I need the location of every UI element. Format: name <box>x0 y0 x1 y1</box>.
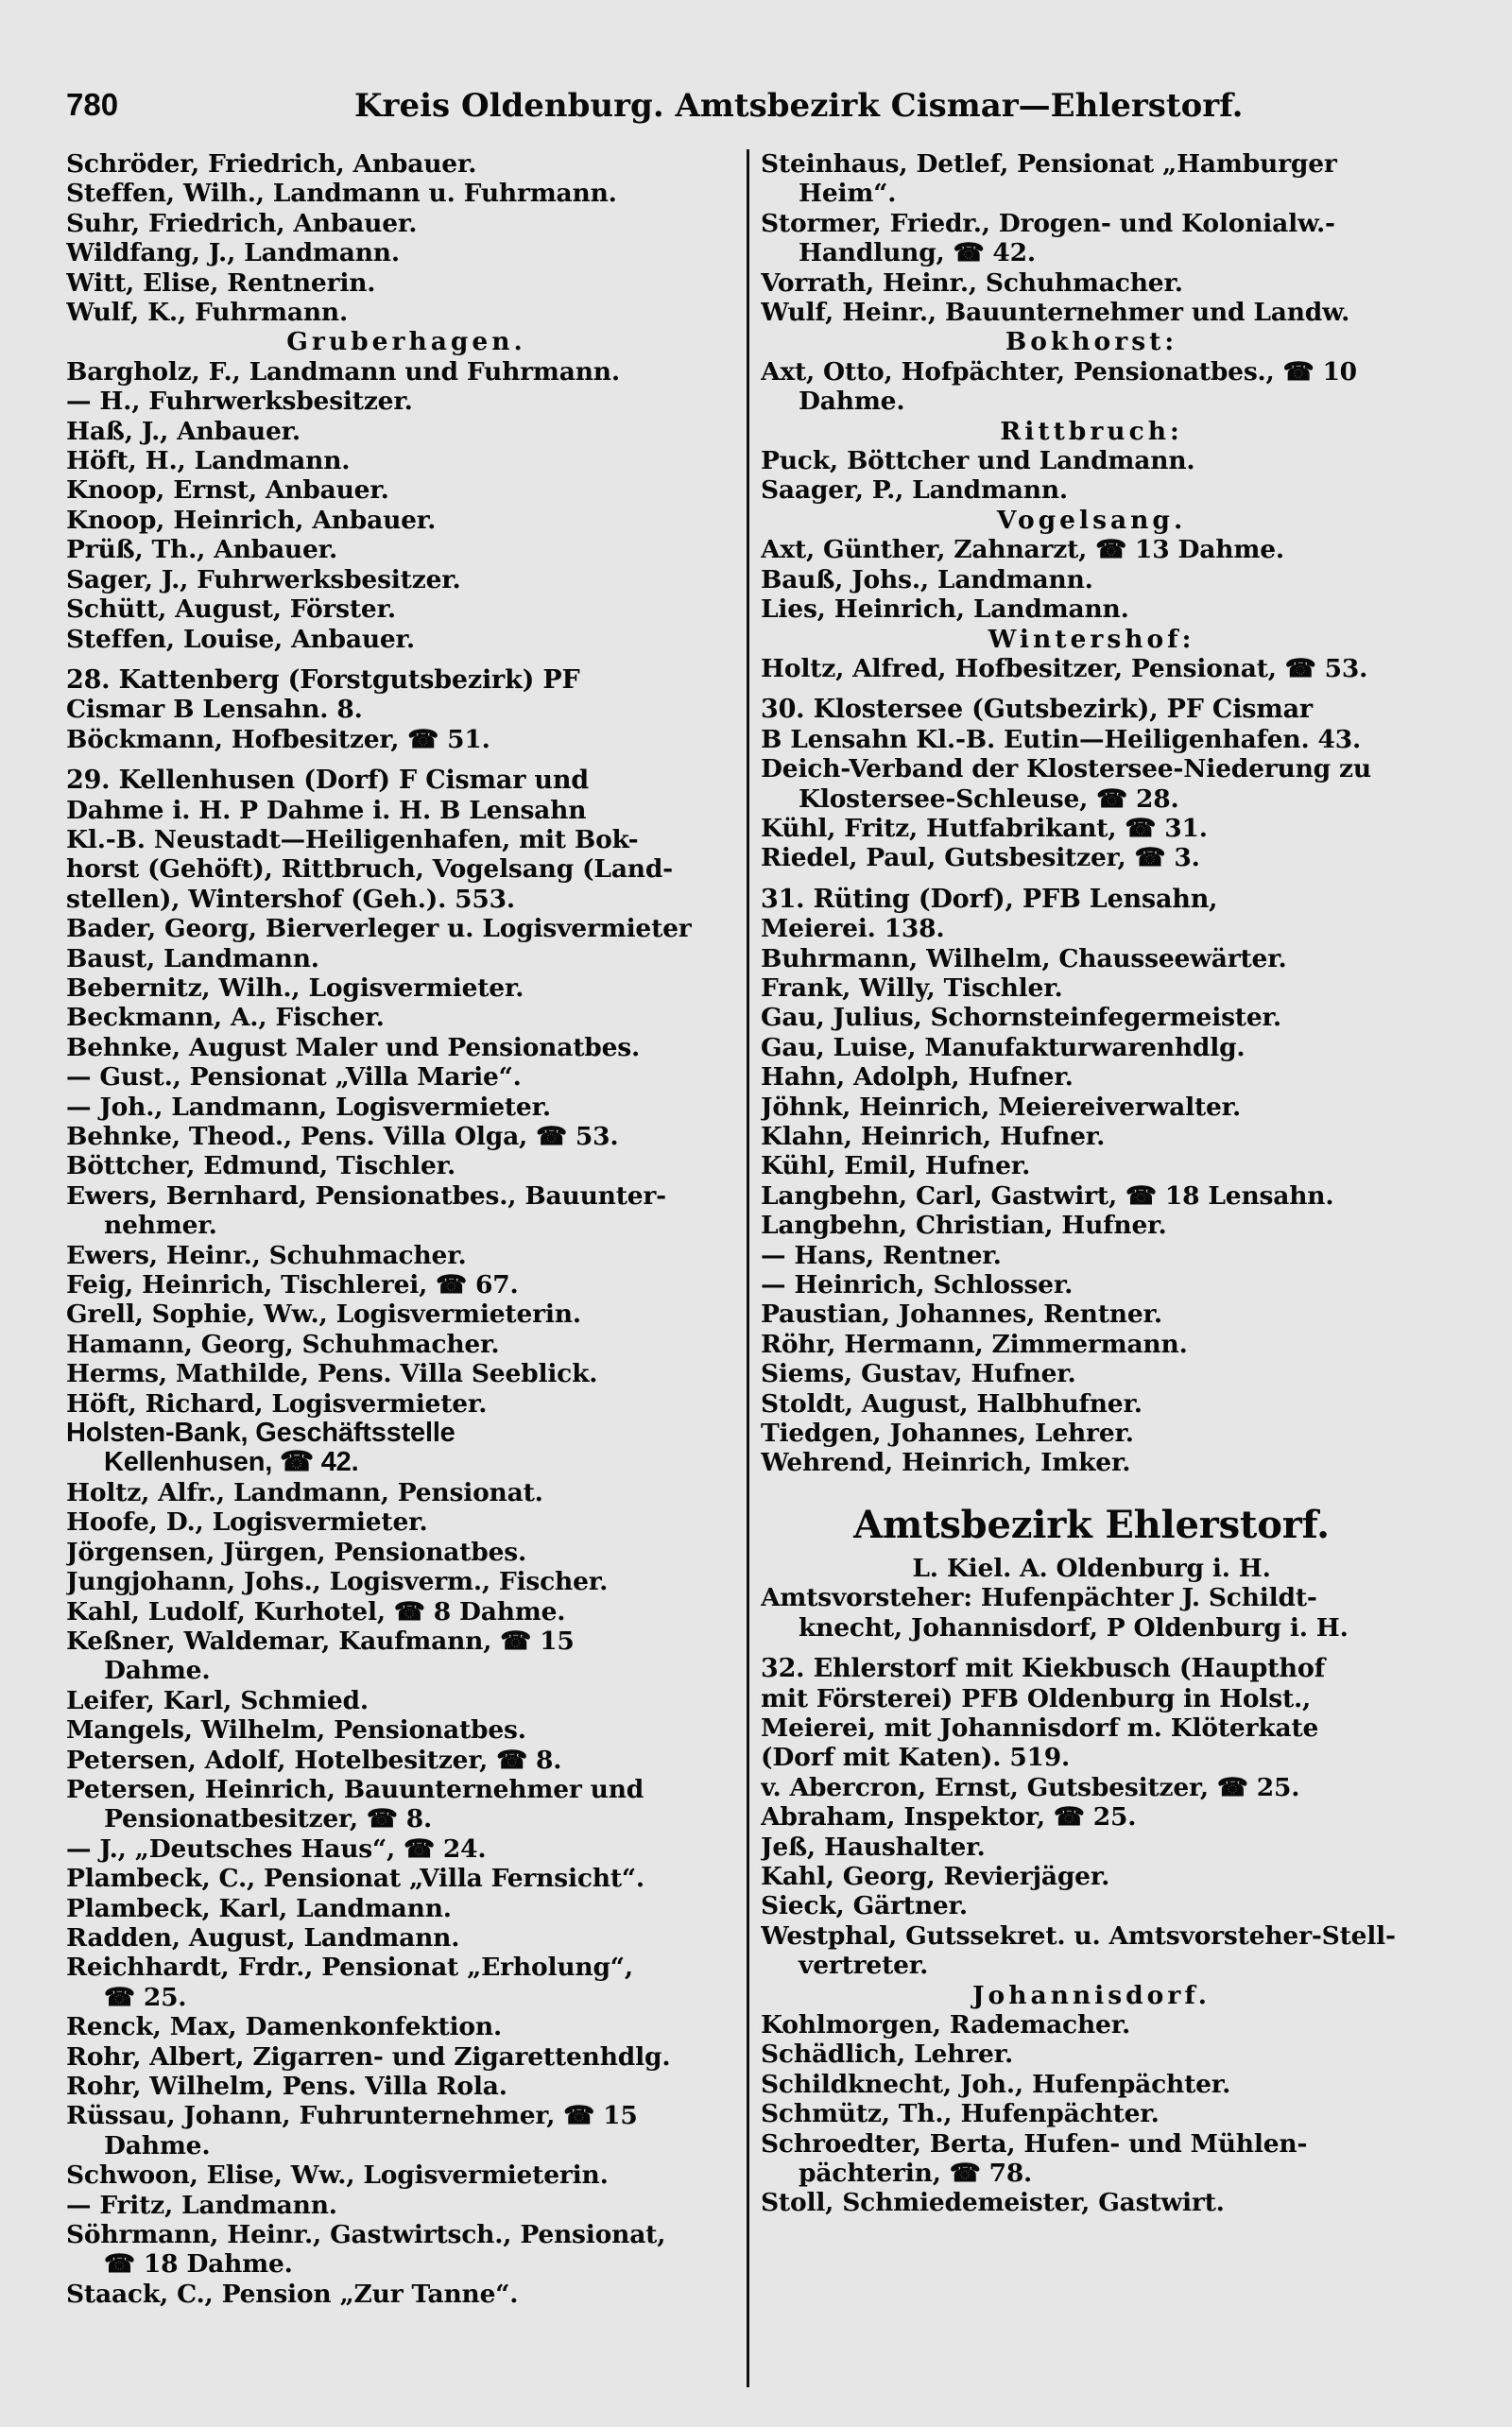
directory-entry: Stormer, Friedr., Drogen- und Kolonialw.- <box>761 208 1335 238</box>
directory-entry: Kühl, Emil, Hufner. <box>761 1151 1031 1181</box>
directory-entry: Jeß, Haushalter. <box>761 1832 986 1862</box>
directory-entry: Lies, Heinrich, Landmann. <box>761 594 1129 625</box>
directory-entry: Haß, J., Anbauer. <box>66 416 301 446</box>
directory-entry: Puck, Böttcher und Landmann. <box>761 446 1195 476</box>
page-number: 780 <box>66 87 119 122</box>
entry-continuation: nehmer. <box>104 1211 217 1241</box>
directory-entry: Kl.-B. Neustadt—Heiligenhafen, mit Bok- <box>66 824 639 854</box>
directory-entry: — Gust., Pensionat „Villa Marie“. <box>66 1062 522 1093</box>
directory-entry: Leifer, Karl, Schmied. <box>66 1685 369 1715</box>
directory-entry: Petersen, Heinrich, Bauunternehmer und <box>66 1774 644 1804</box>
directory-entry: Sieck, Gärtner. <box>761 1891 968 1921</box>
directory-entry: Böttcher, Edmund, Tischler. <box>66 1151 455 1181</box>
entry-continuation: Dahme. <box>104 1656 211 1686</box>
directory-entry: Rohr, Wilhelm, Pens. Villa Rola. <box>66 2072 507 2101</box>
directory-entry: Hamann, Georg, Schuhmacher. <box>66 1329 500 1359</box>
directory-entry: Hahn, Adolph, Hufner. <box>761 1062 1074 1093</box>
entry-continuation: ☎ 25. <box>104 1982 187 2012</box>
directory-entry: Staack, C., Pension „Zur Tanne“. <box>66 2279 519 2309</box>
locality-heading: Wintershof: <box>988 624 1195 654</box>
directory-entry: — H., Fuhrwerksbesitzer. <box>66 387 413 417</box>
directory-entry: — Fritz, Landmann. <box>66 2190 337 2220</box>
directory-entry: Witt, Elise, Rentnerin. <box>66 267 376 298</box>
directory-entry: Siems, Gustav, Hufner. <box>761 1359 1076 1389</box>
directory-entry: Sager, J., Fuhrwerksbesitzer. <box>66 564 461 594</box>
entry-continuation: Klostersee-Schleuse, ☎ 28. <box>799 783 1179 814</box>
directory-entry: Gau, Julius, Schornsteinfegermeister. <box>761 1003 1281 1033</box>
directory-entry: Höft, Richard, Logisvermieter. <box>66 1388 488 1419</box>
directory-entry: Knoop, Ernst, Anbauer. <box>66 475 389 506</box>
directory-entry: Steffen, Louise, Anbauer. <box>66 624 415 654</box>
directory-entry: Prüß, Th., Anbauer. <box>66 535 338 565</box>
locality-heading: Bokhorst: <box>1005 327 1178 357</box>
directory-entry: Amtsvorsteher: Hufenpächter J. Schildt- <box>761 1583 1317 1613</box>
directory-entry: Schädlich, Lehrer. <box>761 2040 1013 2070</box>
locality-heading: Johannisdorf. <box>971 1980 1211 2010</box>
directory-entry: Cismar B Lensahn. 8. <box>66 695 363 725</box>
place-heading: 32. Ehlerstorf mit Kiekbusch (Haupthof <box>761 1654 1326 1684</box>
directory-entry: Bargholz, F., Landmann und Fuhrmann. <box>66 356 620 387</box>
directory-entry: — Hans, Rentner. <box>761 1240 1002 1270</box>
directory-entry: Schmütz, Th., Hufenpächter. <box>761 2099 1160 2129</box>
directory-entry: B Lensahn Kl.-B. Eutin—Heiligenhafen. 43. <box>761 724 1362 754</box>
right-column <box>761 149 1422 2389</box>
directory-entry: Stoldt, August, Halbhufner. <box>761 1388 1143 1419</box>
directory-entry: Ewers, Bernhard, Pensionatbes., Bauunter- <box>66 1180 666 1211</box>
directory-entry: Abraham, Inspektor, ☎ 25. <box>761 1802 1137 1833</box>
directory-entry: Bauß, Johs., Landmann. <box>761 564 1093 594</box>
directory-entry: Langbehn, Christian, Hufner. <box>761 1211 1167 1241</box>
directory-entry: Holtz, Alfred, Hofbesitzer, Pensionat, ☎ 53. <box>761 653 1368 683</box>
directory-entry: Kohlmorgen, Rademacher. <box>761 2009 1131 2040</box>
directory-entry: Westphal, Gutssekret. u. Amtsvorsteher-Stell- <box>761 1920 1396 1951</box>
directory-entry: Langbehn, Carl, Gastwirt, ☎ 18 Lensahn. <box>761 1180 1334 1211</box>
directory-entry: Baust, Landmann. <box>66 943 319 973</box>
directory-entry: Jungjohann, Johs., Logisverm., Fischer. <box>66 1567 609 1597</box>
directory-entry: Dahme i. H. P Dahme i. H. B Lensahn <box>66 795 587 825</box>
directory-entry: Renck, Max, Damenkonfektion. <box>66 2012 502 2042</box>
directory-entry: horst (Gehöft), Rittbruch, Vogelsang (Land- <box>66 854 673 885</box>
directory-entry: Behnke, August Maler und Pensionatbes. <box>66 1032 640 1062</box>
directory-entry: Wulf, K., Fuhrmann. <box>66 298 349 328</box>
directory-entry: Böckmann, Hofbesitzer, ☎ 51. <box>66 724 490 754</box>
directory-entry: Reichhardt, Frdr., Pensionat „Erholung“, <box>66 1953 633 1983</box>
entry-continuation: knecht, Johannisdorf, P Oldenburg i. H. <box>799 1612 1349 1643</box>
directory-entry: Beckmann, A., Fischer. <box>66 1003 385 1033</box>
directory-entry: Petersen, Adolf, Hotelbesitzer, ☎ 8. <box>66 1745 562 1775</box>
entry-continuation: Dahme. <box>799 387 905 417</box>
directory-entry: Rohr, Albert, Zigarren- und Zigarettenhdlg. <box>66 2041 671 2072</box>
directory-entry: Herms, Mathilde, Pens. Villa Seeblick. <box>66 1359 598 1389</box>
bank-entry-continuation: Kellenhusen, ☎ 42. <box>104 1448 359 1478</box>
directory-entry: Bader, Georg, Bierverleger u. Logisvermieter <box>66 914 692 944</box>
directory-entry: Radden, August, Landmann. <box>66 1922 460 1953</box>
page-header <box>66 87 1446 136</box>
place-heading: 30. Klostersee (Gutsbezirk), PF Cismar <box>761 695 1313 725</box>
directory-entry: Kahl, Ludolf, Kurhotel, ☎ 8 Dahme. <box>66 1596 566 1627</box>
place-heading: 31. Rüting (Dorf), PFB Lensahn, <box>761 884 1218 914</box>
directory-entry: Schildknecht, Joh., Hufenpächter. <box>761 2069 1231 2099</box>
directory-entry: Grell, Sophie, Ww., Logisvermieterin. <box>66 1300 581 1330</box>
directory-entry: Stoll, Schmiedemeister, Gastwirt. <box>761 2188 1225 2218</box>
entry-continuation: ☎ 18 Dahme. <box>104 2249 293 2280</box>
directory-entry: Jörgensen, Jürgen, Pensionatbes. <box>66 1537 527 1567</box>
directory-entry: Schwoon, Elise, Ww., Logisvermieterin. <box>66 2160 609 2191</box>
directory-entry: Meierei. 138. <box>761 914 945 944</box>
directory-entry: Schütt, August, Förster. <box>66 594 396 625</box>
directory-entry: Frank, Willy, Tischler. <box>761 973 1063 1003</box>
district-subtitle: L. Kiel. A. Oldenburg i. H. <box>912 1553 1271 1583</box>
directory-entry: Keßner, Waldemar, Kaufmann, ☎ 15 <box>66 1626 575 1656</box>
entry-continuation: Pensionatbesitzer, ☎ 8. <box>104 1804 432 1834</box>
locality-heading: Rittbruch: <box>1000 416 1183 446</box>
locality-heading: Vogelsang. <box>996 505 1187 535</box>
directory-entry: Söhrmann, Heinr., Gastwirtsch., Pensionat, <box>66 2220 666 2250</box>
directory-entry: Holtz, Alfr., Landmann, Pensionat. <box>66 1477 543 1507</box>
directory-entry: Meierei, mit Johannisdorf m. Klöterkate <box>761 1713 1319 1743</box>
directory-entry: Steffen, Wilh., Landmann u. Fuhrmann. <box>66 179 617 209</box>
directory-entry: Deich-Verband der Klostersee-Niederung zu <box>761 754 1371 784</box>
entry-continuation: vertreter. <box>799 1951 929 1981</box>
running-head: Kreis Oldenburg. Amtsbezirk Cismar—Ehlerstorf. <box>354 87 1244 125</box>
locality-heading: Gruberhagen. <box>286 327 526 357</box>
directory-entry: Behnke, Theod., Pens. Villa Olga, ☎ 53. <box>66 1122 619 1151</box>
directory-entry: v. Abercron, Ernst, Gutsbesitzer, ☎ 25. <box>761 1772 1300 1802</box>
directory-entry: Schröder, Friedrich, Anbauer. <box>66 149 477 179</box>
directory-entry: Wehrend, Heinrich, Imker. <box>761 1448 1131 1478</box>
entry-continuation: pächterin, ☎ 78. <box>799 2159 1033 2188</box>
directory-entry: (Dorf mit Katen). 519. <box>761 1743 1071 1773</box>
directory-entry: Axt, Günther, Zahnarzt, ☎ 13 Dahme. <box>761 535 1284 565</box>
place-heading: 29. Kellenhusen (Dorf) F Cismar und <box>66 766 589 796</box>
directory-entry: Feig, Heinrich, Tischlerei, ☎ 67. <box>66 1270 519 1300</box>
bank-entry: Holsten-Bank, Geschäftsstelle <box>66 1419 455 1449</box>
directory-entry: — Joh., Landmann, Logisvermieter. <box>66 1092 551 1122</box>
directory-entry: Steinhaus, Detlef, Pensionat „Hamburger <box>761 149 1337 179</box>
directory-entry: Schroedter, Berta, Hufen- und Mühlen- <box>761 2128 1308 2159</box>
directory-entry: Axt, Otto, Hofpächter, Pensionatbes., ☎ 10 <box>761 356 1357 387</box>
directory-entry: Plambeck, Karl, Landmann. <box>66 1893 452 1923</box>
directory-entry: stellen), Wintershof (Geh.). 553. <box>66 884 515 914</box>
directory-entry: Plambeck, C., Pensionat „Villa Fernsicht“. <box>66 1864 644 1894</box>
directory-entry: Suhr, Friedrich, Anbauer. <box>66 208 418 238</box>
directory-entry: Hoofe, D., Logisvermieter. <box>66 1507 428 1538</box>
directory-entry: Wildfang, J., Landmann. <box>66 238 400 268</box>
directory-entry: Höft, H., Landmann. <box>66 446 351 476</box>
place-heading: 28. Kattenberg (Forstgutsbezirk) PF <box>66 664 580 695</box>
entry-continuation: Handlung, ☎ 42. <box>799 238 1036 268</box>
entry-continuation: Heim“. <box>799 179 897 209</box>
left-column <box>66 149 747 2389</box>
directory-entry: Vorrath, Heinr., Schuhmacher. <box>761 267 1183 298</box>
directory-entry: Knoop, Heinrich, Anbauer. <box>66 505 437 535</box>
directory-entry: Ewers, Heinr., Schuhmacher. <box>66 1240 467 1270</box>
directory-entry: Bebernitz, Wilh., Logisvermieter. <box>66 973 524 1003</box>
directory-entry: Buhrmann, Wilhelm, Chausseewärter. <box>761 943 1287 973</box>
directory-entry: Kühl, Fritz, Hutfabrikant, ☎ 31. <box>761 813 1208 843</box>
column-divider <box>747 149 749 2387</box>
directory-entry: Saager, P., Landmann. <box>761 475 1068 506</box>
directory-entry: — Heinrich, Schlosser. <box>761 1270 1074 1300</box>
directory-entry: Tiedgen, Johannes, Lehrer. <box>761 1419 1134 1449</box>
district-title: Amtsbezirk Ehlerstorf. <box>853 1502 1330 1547</box>
directory-entry: Kahl, Georg, Revierjäger. <box>761 1861 1110 1891</box>
entry-continuation: Dahme. <box>104 2130 211 2160</box>
directory-entry: Paustian, Johannes, Rentner. <box>761 1300 1162 1330</box>
directory-entry: Jöhnk, Heinrich, Meiereiverwalter. <box>761 1092 1242 1122</box>
directory-entry: Röhr, Hermann, Zimmermann. <box>761 1329 1188 1359</box>
directory-entry: Wulf, Heinr., Bauunternehmer und Landw. <box>761 298 1350 328</box>
directory-entry: Klahn, Heinrich, Hufner. <box>761 1122 1106 1151</box>
directory-entry: — J., „Deutsches Haus“, ☎ 24. <box>66 1833 487 1864</box>
directory-entry: Rüssau, Johann, Fuhrunternehmer, ☎ 15 <box>66 2101 638 2131</box>
directory-entry: mit Försterei) PFB Oldenburg in Holst., <box>761 1683 1312 1713</box>
directory-entry: Mangels, Wilhelm, Pensionatbes. <box>66 1715 526 1746</box>
directory-entry: Gau, Luise, Manufakturwarenhdlg. <box>761 1032 1246 1062</box>
directory-entry: Riedel, Paul, Gutsbesitzer, ☎ 3. <box>761 843 1200 873</box>
